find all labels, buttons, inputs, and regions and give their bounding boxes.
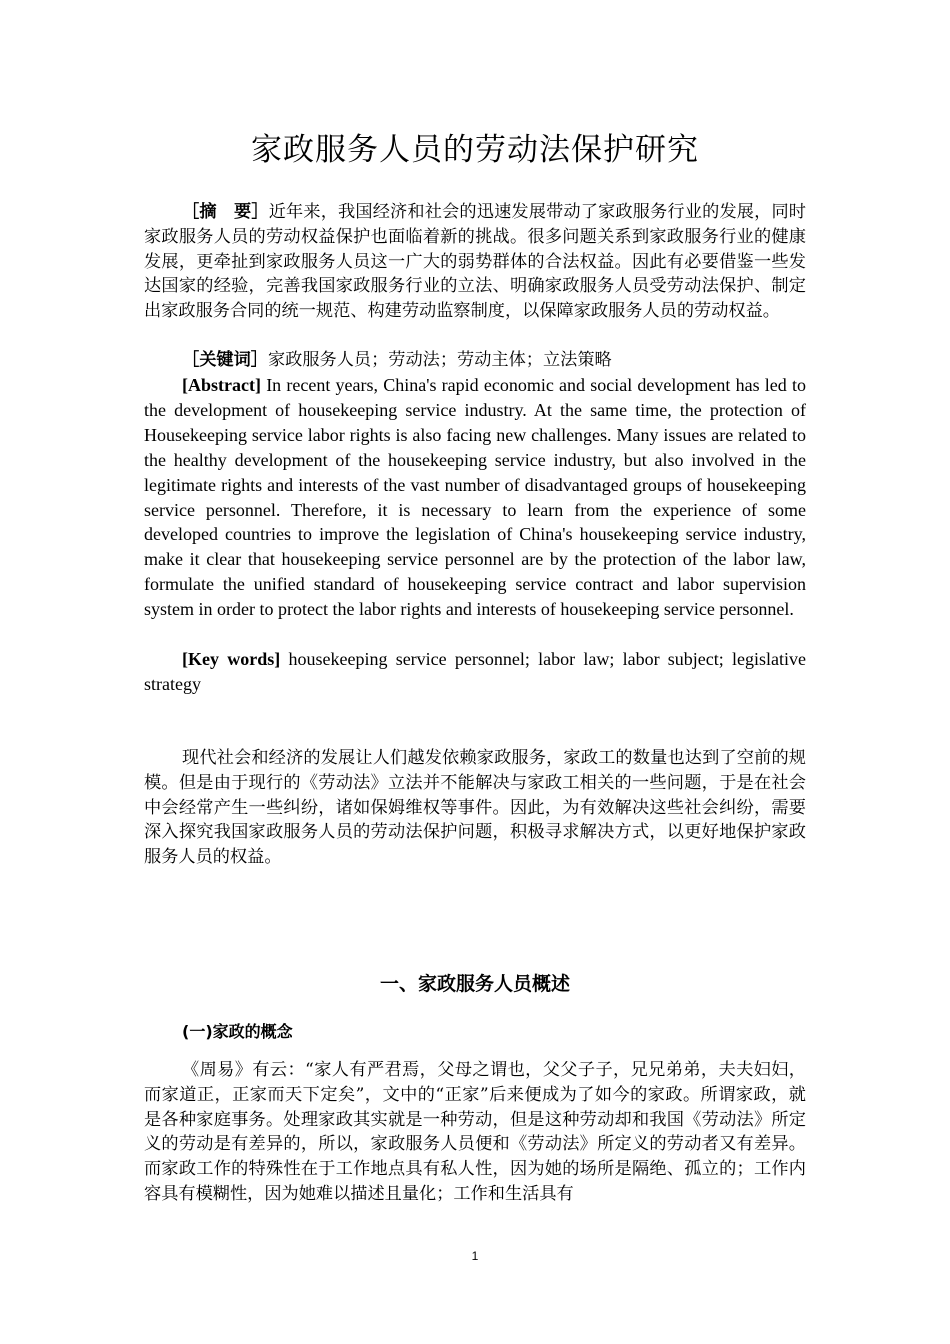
keywords-chinese-label: ［关键词］ (182, 350, 268, 370)
keywords-chinese-text: 家政服务人员；劳动法；劳动主体；立法策略 (267, 350, 612, 370)
abstract-english-text: In recent years, China's rapid economic and social development has led to the development of housekeeping service industry. At the same time, the protection of Housekeeping service labor rights is also facing new challenges. Many issues are related to the healthy development of the housekeeping service industry, but also involved in the legitimate rights and interests of the vast number of disadvantaged groups of housekeeping service personnel. Therefore, it is necessary to learn from the experience of some developed countries to improve the legislation of China's housekeeping service industry, make it clear that housekeeping service personnel are by the protection of the labor law, formulate the unified standard of housekeeping service contract and labor supervision system in order to protect the labor rights and interests of housekeeping service personnel. (144, 375, 806, 620)
section-heading: 一、家政服务人员概述 (379, 973, 570, 995)
abstract-chinese-label: ［摘 要］ (182, 202, 269, 222)
keywords-chinese (144, 348, 806, 373)
document-title: 家政服务人员的劳动法保护研究 (251, 132, 699, 168)
keywords-english-text: housekeeping service personnel; labor law; labor subject; legislative strategy (144, 649, 807, 694)
page-number: 1 (471, 1249, 479, 1263)
subsection-heading: (一)家政的概念 (182, 1022, 293, 1041)
abstract-chinese-text: 近年来，我国经济和社会的迅速发展带动了家政服务行业的发展，同时家政服务人员的劳动权益保护也面临着新的挑战。很多问题关系到家政服务行业的健康发展，更牵扯到家政服务人员这一广大的弱势群体的合法权益。因此有必要借鉴一些发达国家的经验，完善我国家政服务行业的立法、明确家政服务人员受劳动法保护、制定出家政服务合同的统一规范、构建劳动监察制度，以保障家政服务人员的劳动权益。 (144, 202, 806, 322)
keywords-english (144, 647, 806, 697)
abstract-english-label: [Abstract] (182, 375, 261, 395)
introduction-paragraph: 现代社会和经济的发展让人们越发依赖家政服务，家政工的数量也达到了空前的规模。但是由于现行的《劳动法》立法并不能解决与家政工相关的一些问题，于是在社会中会经常产生一些纠纷，诸如保姆维权等事件。因此，为有效解决这些社会纠纷，需要深入探究我国家政服务人员的劳动法保护问题，积极寻求解决方式，以更好地保护家政服务人员的权益。 (144, 748, 806, 868)
abstract-chinese (144, 200, 806, 324)
keywords-english-label: [Key words] (182, 649, 281, 669)
body-paragraph: 《周易》有云：“家人有严君焉，父母之谓也，父父子子，兄兄弟弟，夫夫妇妇，而家道正，正家而天下定矣”，文中的“正家”后来便成为了如今的家政。所谓家政，就是各种家庭事务。处理家政其实就是一种劳动，但是这种劳动却和我国《劳动法》所定义的劳动是有差异的，所以，家政服务人员便和《劳动法》所定义的劳动者又有差异。而家政工作的特殊性在于工作地点具有私人性，因为她的场所是隔绝、孤立的；工作内容具有模糊性，因为她难以描述且量化；工作和生活具有 (144, 1060, 806, 1204)
abstract-english (144, 373, 806, 622)
